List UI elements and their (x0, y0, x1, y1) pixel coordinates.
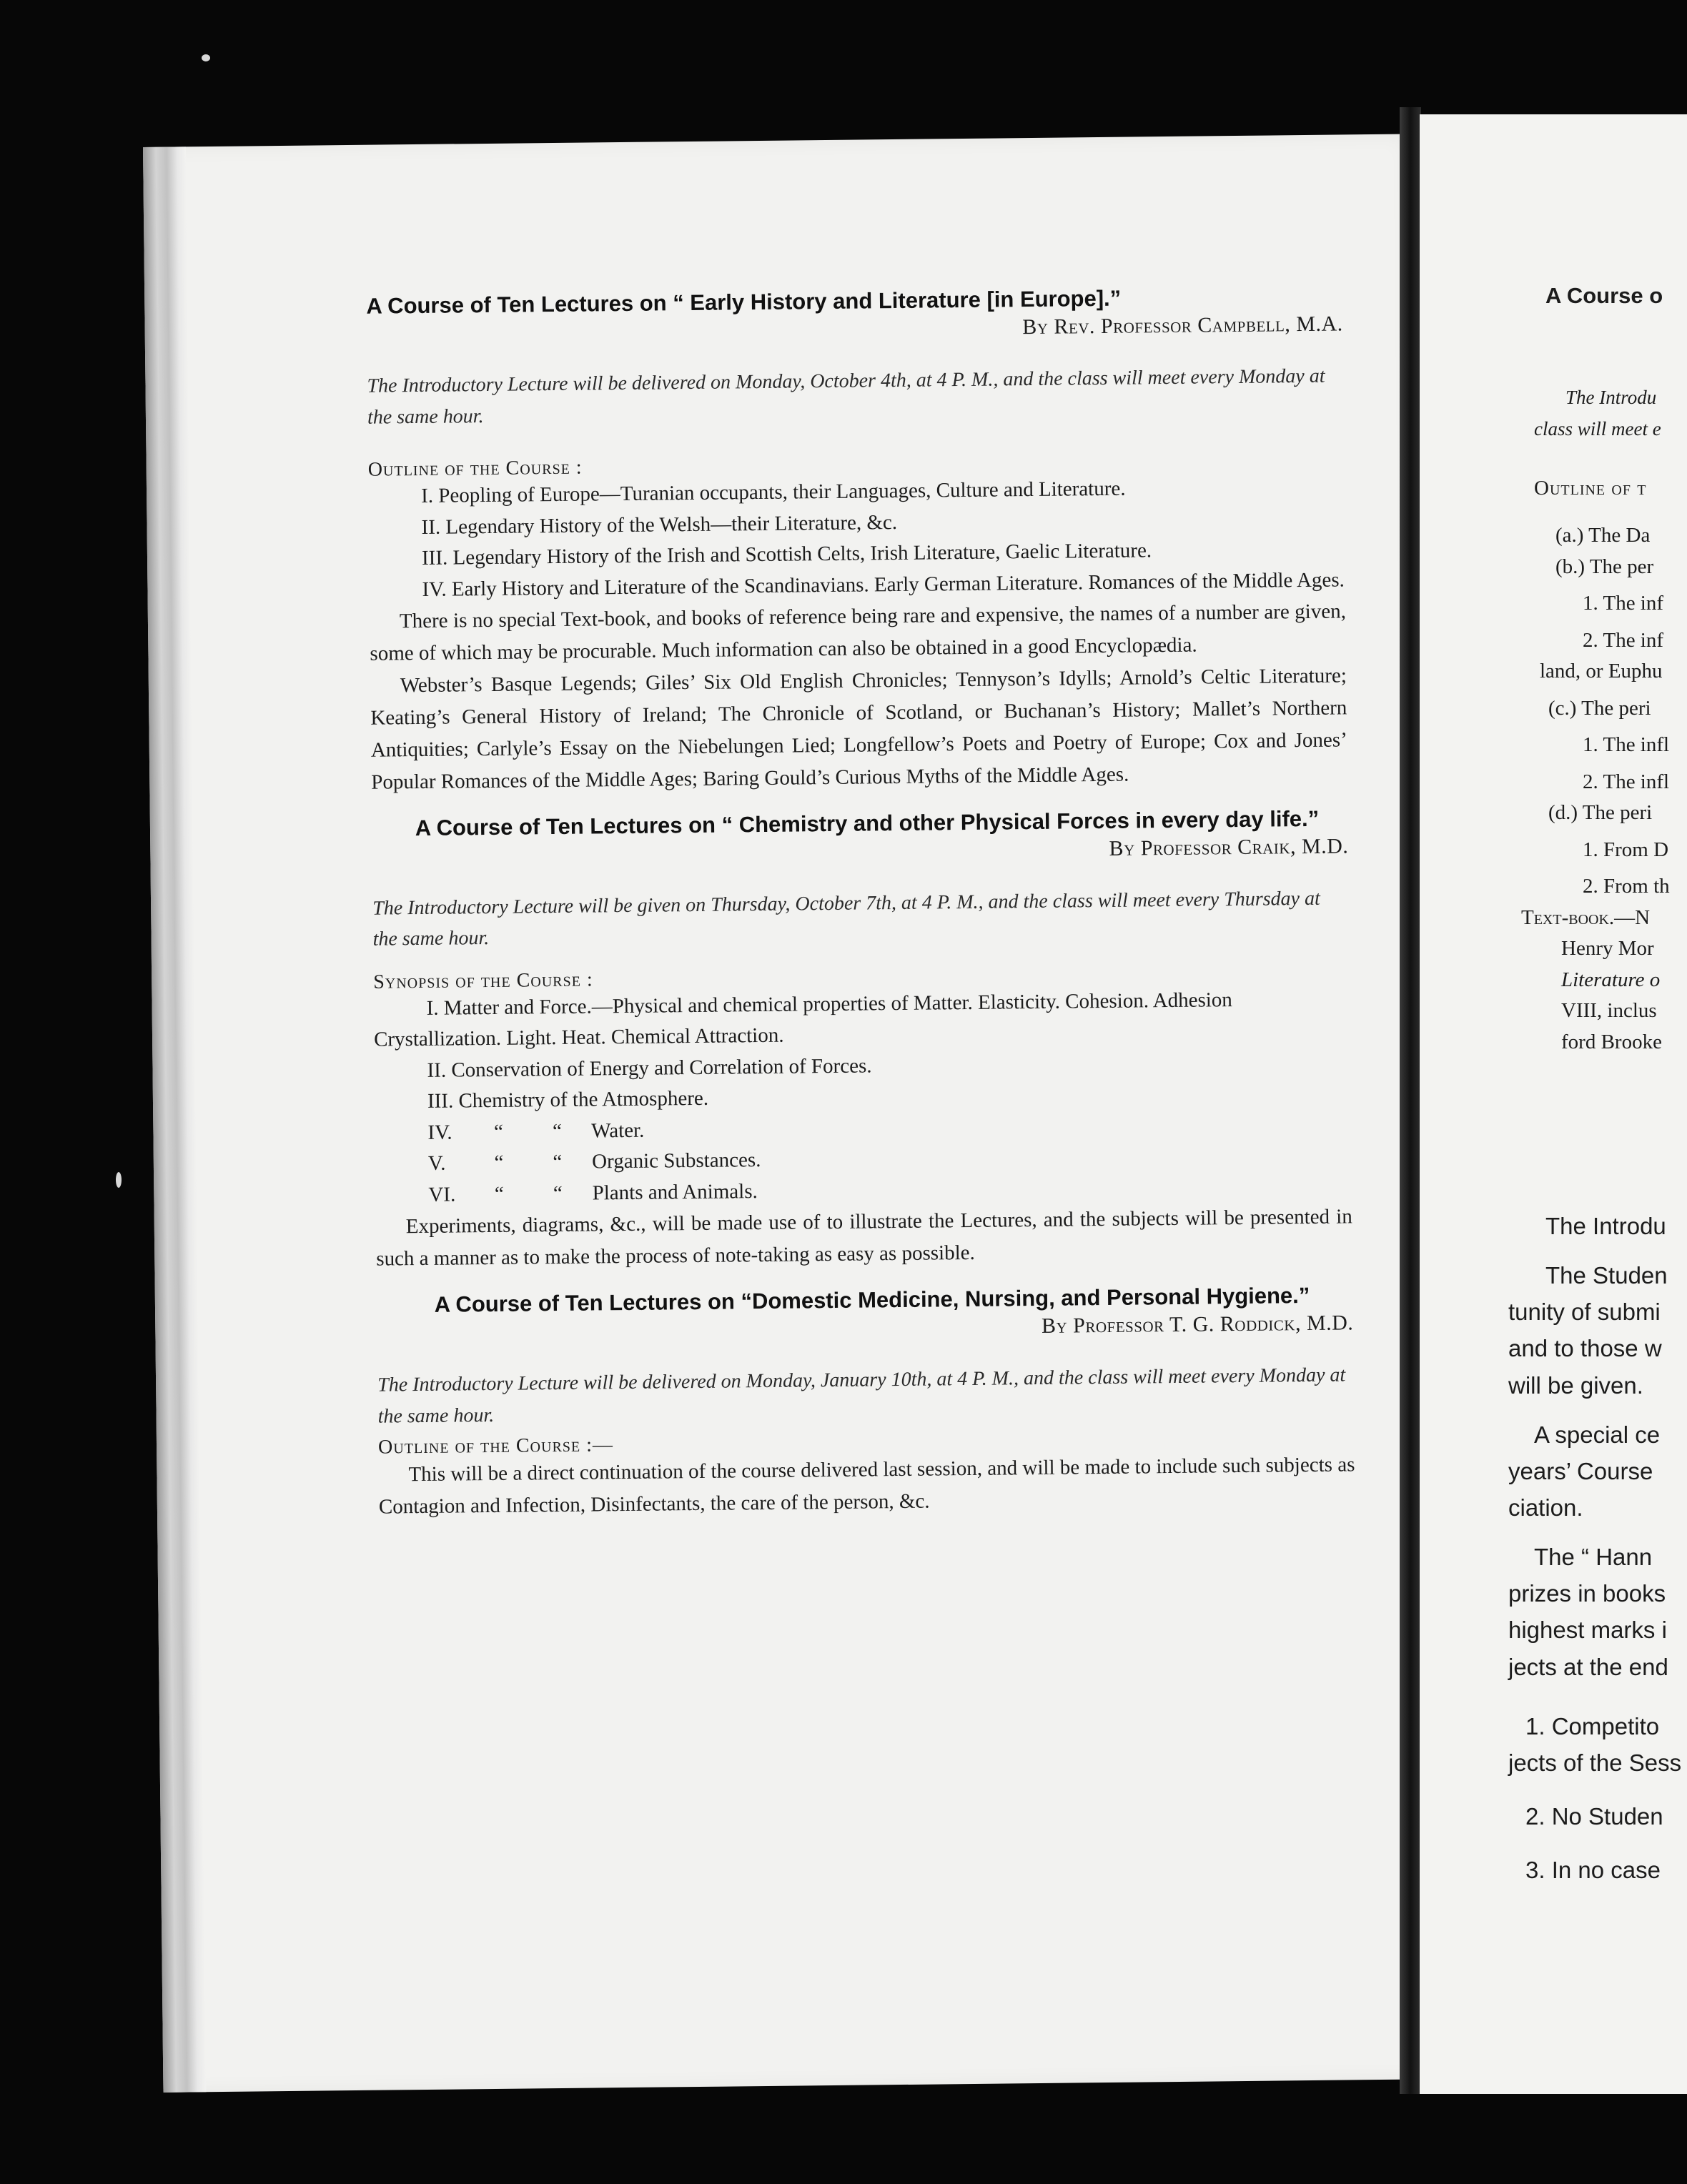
right-big-line: prizes in books (1508, 1580, 1666, 1607)
lecture-2-intro: The Introductory Lecture will be given on Thursday, October 7th, at 4 P. M., and the class will meet every Thursday at the same hour. (372, 887, 1320, 951)
right-line: ford Brooke (1561, 1030, 1662, 1053)
right-big-line: and to those w (1508, 1335, 1662, 1362)
right-line: 2. The inf (1583, 628, 1664, 652)
right-line: (b.) The per (1555, 555, 1654, 578)
right-intro-line: class will meet e (1534, 418, 1661, 440)
lecture-1-intro: The Introductory Lecture will be delivered on Monday, October 4th, at 4 P. M., and the class will meet every Monday at the same hour. (367, 364, 1325, 429)
ditto-mark: “ (494, 1151, 504, 1175)
right-body (1420, 1208, 1687, 1888)
lecture-3-outline-heading: Outline of the Course :— (377, 1434, 614, 1459)
lecture-3-intro: The Introductory Lecture will be delivered on Monday, January 10th, at 4 P. M., and the class will meet every Monday at the same hour. (377, 1364, 1346, 1428)
right-line: Literature o (1561, 968, 1661, 991)
lecture-2-item: III. Chemistry of the Atmosphere. (427, 1087, 709, 1113)
lecture-1-title: A Course of Ten Lectures on “ Early History and Literature [in Europe].” (366, 285, 1122, 319)
right-line: VIII, inclus (1561, 999, 1657, 1022)
ditto-mark: “ (553, 1181, 563, 1205)
lecture-1-item: II. Legendary History of the Welsh—their Literature, &c. (421, 510, 898, 539)
lecture-2-item: I. Matter and Force.—Physical and chemical properties of Matter. Elasticity. Cohesion. Adhesion Crystallization. Light. Heat. Chemical Attraction. (373, 988, 1232, 1051)
ditto-row-text: Plants and Animals. (592, 1179, 758, 1205)
right-big-line: years’ Course (1508, 1457, 1653, 1484)
ditto-mark: “ (552, 1119, 563, 1143)
right-big-line: 3. In no case (1525, 1857, 1661, 1884)
right-line: Text-book.—N (1521, 905, 1651, 929)
lecture-1-outline-heading: Outline of the Course : (367, 456, 583, 481)
ditto-row-text: Organic Substances. (591, 1148, 761, 1173)
ditto-mark: “ (553, 1151, 563, 1174)
right-line: 1. The inf (1583, 592, 1664, 615)
lecture-2-outline-heading: Synopsis of the Course : (373, 968, 593, 993)
right-line: (a.) The Da (1555, 524, 1651, 547)
right-line: 1. The infl (1583, 733, 1670, 756)
lecture-1-item: IV. Early History and Literature of the Scandinavians. Early German Literature. Romances of the Middle Ages. (422, 568, 1345, 601)
right-big-line: The Introdu (1545, 1213, 1666, 1239)
right-big-line: tunity of submi (1508, 1299, 1661, 1326)
right-page (1420, 114, 1687, 2094)
right-big-line: jects of the Sess (1508, 1749, 1682, 1776)
ditto-mark: “ (493, 1120, 504, 1143)
right-big-line: will be given. (1508, 1371, 1643, 1399)
lecture-2-byline: By Professor Craik, M.D. (1109, 834, 1349, 860)
right-line: (c.) The peri (1548, 696, 1651, 720)
ditto-row-text: Water. (591, 1118, 645, 1143)
right-big-line: 2. No Studen (1525, 1802, 1663, 1830)
right-line: (d.) The peri (1548, 801, 1653, 824)
right-intro-line: The Introdu (1565, 387, 1657, 408)
right-line: land, or Euphu (1540, 660, 1663, 682)
roman-numeral: V. (427, 1151, 446, 1176)
right-outline-list (1420, 520, 1687, 1058)
right-big-line: The “ Hann (1534, 1544, 1653, 1571)
lecture-2-title: A Course of Ten Lectures on “ Chemistry and other Physical Forces in every day life.” (415, 805, 1320, 840)
dust-speck (116, 1172, 122, 1188)
lecture-1-byline: By Rev. Professor Campbell, M.A. (1022, 312, 1343, 339)
right-big-line: The Studen (1545, 1262, 1668, 1289)
right-line: Henry Mor (1561, 937, 1654, 960)
lecture-1-item: III. Legendary History of the Irish and Scottish Celts, Irish Literature, Gaelic Literature. (421, 539, 1152, 570)
lecture-1-references: Webster’s Basque Legends; Giles’ Six Old English Chronicles; Tennyson’s Idylls; Arnold’s Celtic Literature; Keating’s General History of Ireland; The Chronicle of Scotland, or Buchanan’s History; Mallet’s Northern Antiquities; Carlyle’s Essay on the Niebelungen Lied; Longfellow’s Poets and Poetry of Europe; Cox and Jones’ Popular Romances of the Middle Ages; Baring Gould’s Curious Myths of the Middle Ages. (370, 664, 1347, 794)
lecture-3-note: This will be a direct continuation of the course delivered last session, and will be made to include such subjects as Contagion and Infection, Disinfectants, the care of the person, &c. (378, 1453, 1355, 1519)
right-big-line: jects at the end (1508, 1653, 1668, 1680)
right-heading: A Course o (1545, 283, 1663, 308)
left-page (143, 134, 1428, 2092)
lecture-3-title: A Course of Ten Lectures on “Domestic Medicine, Nursing, and Personal Hygiene.” (434, 1283, 1310, 1317)
right-line: 2. From th (1583, 875, 1670, 898)
lecture-1-note: There is no special Text-book, and books of reference being rare and expensive, the names of a number are given, some of which may be procurable. Much information can also be obtained in a good Encyclopædia. (370, 600, 1347, 665)
dust-speck (202, 54, 210, 61)
lecture-2-note: Experiments, diagrams, &c., will be made use of to illustrate the Lectures, and the subjects will be presented in such a manner as to make the process of note-taking as easy as possible. (376, 1205, 1352, 1271)
lecture-1-item: I. Peopling of Europe—Turanian occupants, their Languages, Culture and Literature. (420, 477, 1126, 508)
book-gutter (1400, 107, 1421, 2094)
right-line: 1. From D (1583, 838, 1669, 861)
right-big-line: highest marks i (1508, 1617, 1667, 1644)
right-big-line: ciation. (1508, 1494, 1583, 1521)
right-outline-heading: Outline of t (1534, 477, 1647, 500)
roman-numeral: VI. (428, 1183, 456, 1206)
right-line: 2. The infl (1583, 770, 1670, 793)
lecture-2-item: II. Conservation of Energy and Correlation of Forces. (427, 1054, 872, 1082)
page-edge (143, 147, 207, 2092)
lecture-3-byline: By Professor T. G. Roddick, M.D. (1041, 1311, 1354, 1339)
right-big-line: 1. Competito (1525, 1712, 1660, 1739)
ditto-mark: “ (494, 1182, 504, 1206)
right-big-line: A special ce (1534, 1421, 1661, 1448)
left-page-content (366, 263, 1355, 1523)
roman-numeral: IV. (427, 1121, 452, 1144)
